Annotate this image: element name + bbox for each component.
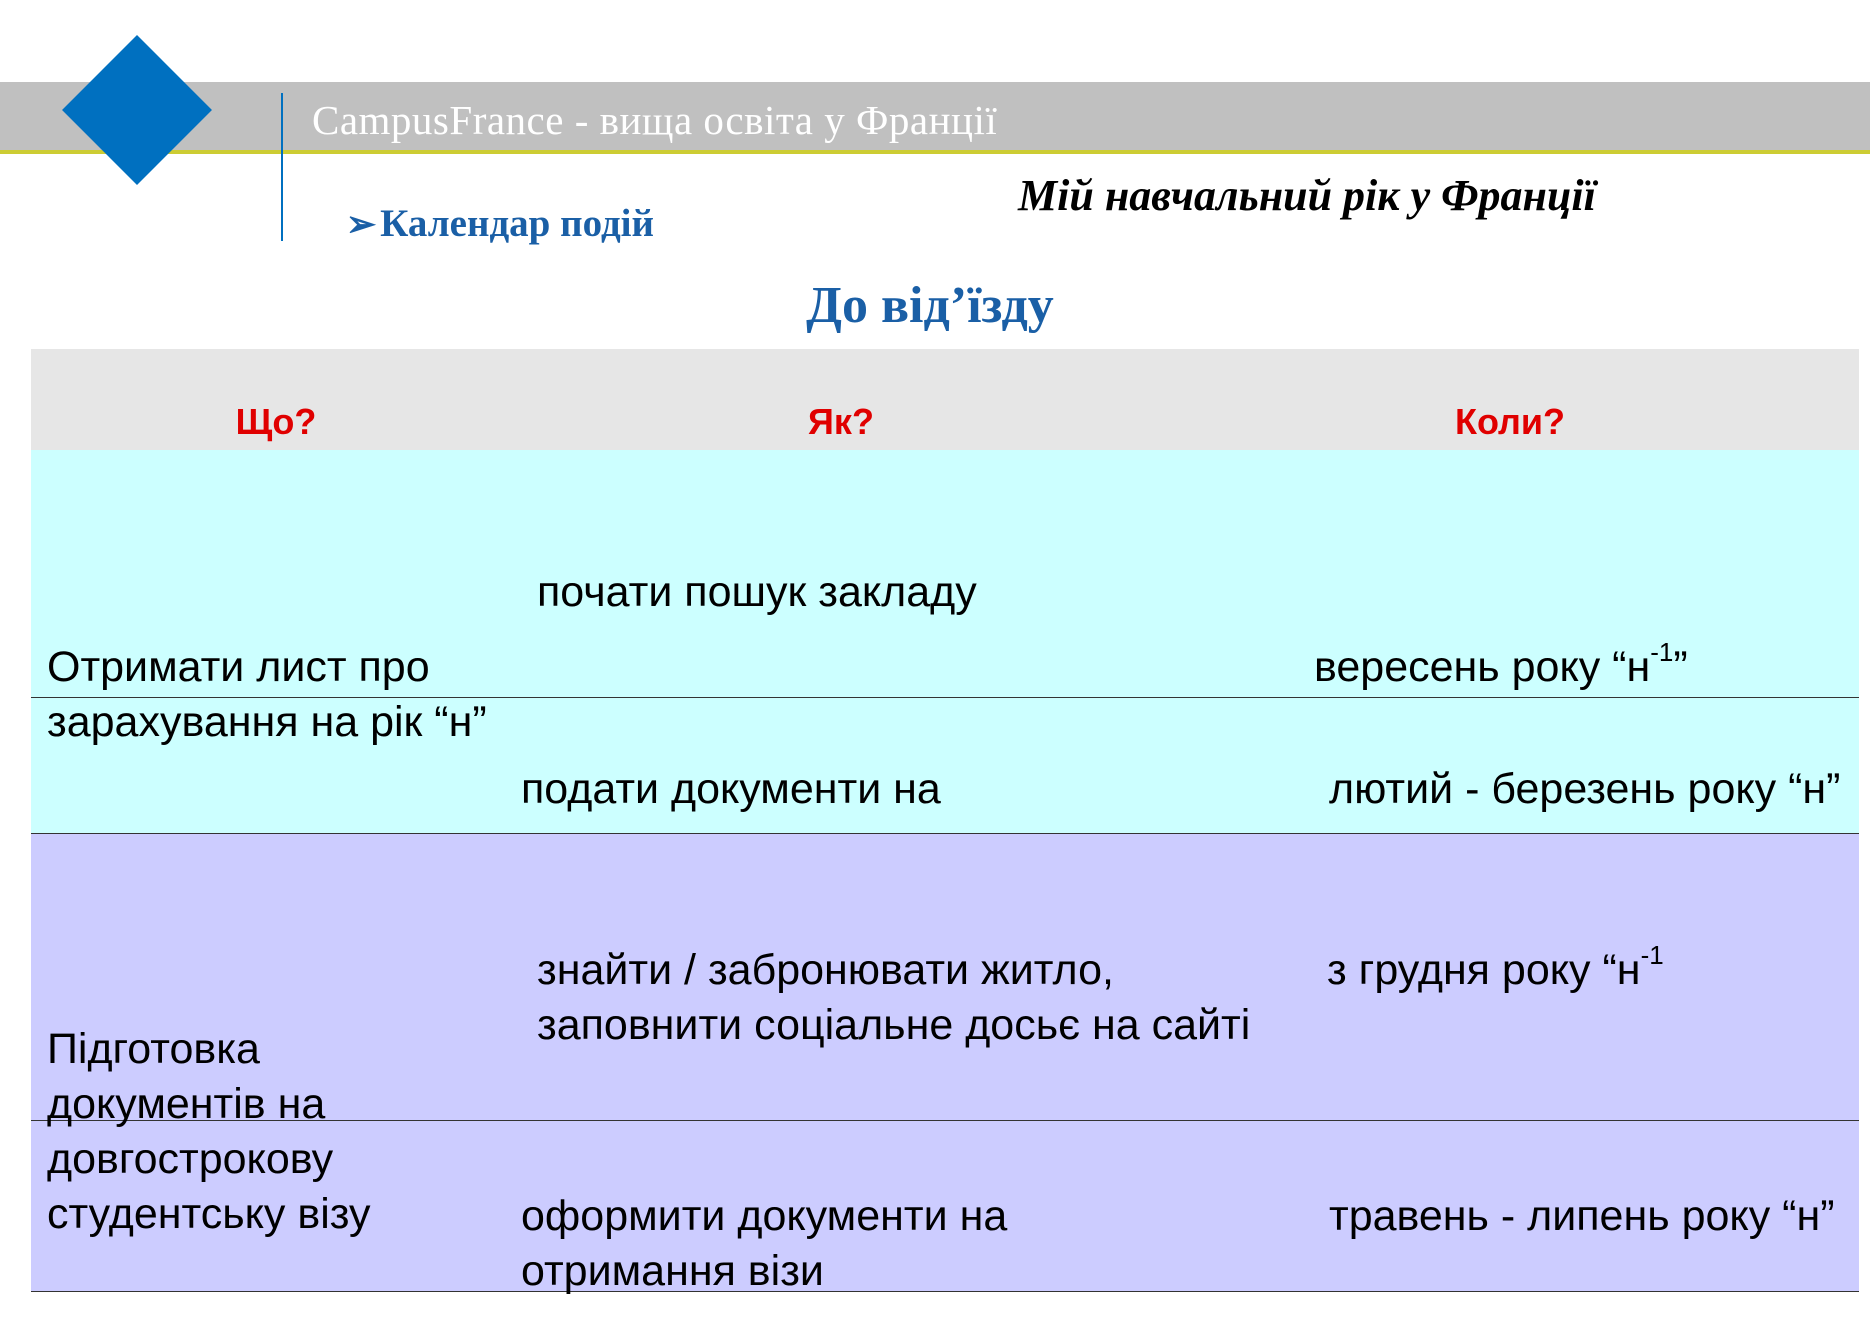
when-text: з грудня року “н (1327, 946, 1641, 994)
arrow-bullet-icon: ➢ (346, 204, 377, 244)
header-title: CampusFrance - вища освіта у Франції (312, 97, 998, 143)
when-superscript: -1 (1640, 940, 1664, 970)
page-heading: До від’їзду (806, 277, 1054, 334)
table-cell-what: Підготовка документів на довгострокову студентську візу (47, 1025, 371, 1238)
campusfrance-diamond-logo (62, 35, 212, 185)
column-header-how: Як? (808, 401, 874, 442)
table-header (31, 349, 1859, 450)
row-clip (521, 698, 1859, 833)
slide-subtitle: Мій навчальний рік у Франції (1018, 171, 1596, 220)
table-group-admission (31, 450, 1859, 833)
table-cell-when (1314, 637, 1854, 695)
table-cell-how: подати документи на (521, 765, 941, 813)
header-divider (281, 93, 283, 241)
section-link[interactable] (346, 201, 654, 246)
when-suffix: ” (1673, 643, 1688, 691)
table-cell-what: Отримати лист про зарахування на рік “н” (47, 643, 487, 746)
table-cell-when: травень - липень року “н” (1329, 1192, 1835, 1240)
row-divider (31, 833, 1859, 834)
table-cell-how: почати пошук закладу (537, 568, 977, 616)
table-cell-how: знайти / забронювати житло, заповнити соціальне досьє на сайті (537, 946, 1251, 1049)
column-header-what: Що? (235, 401, 317, 442)
when-superscript: -1 (1650, 637, 1674, 667)
section-link-label: Календар подій (380, 202, 654, 245)
table-cell-when (1327, 940, 1847, 998)
table-cell-how: оформити документи на отримання візи (521, 1192, 1008, 1295)
column-header-when: Коли? (1454, 401, 1566, 442)
table-group-visa (31, 833, 1859, 1295)
when-text: вересень року “н (1314, 643, 1651, 691)
events-table (31, 349, 1859, 1295)
table-cell-when: лютий - березень року “н” (1329, 765, 1841, 813)
